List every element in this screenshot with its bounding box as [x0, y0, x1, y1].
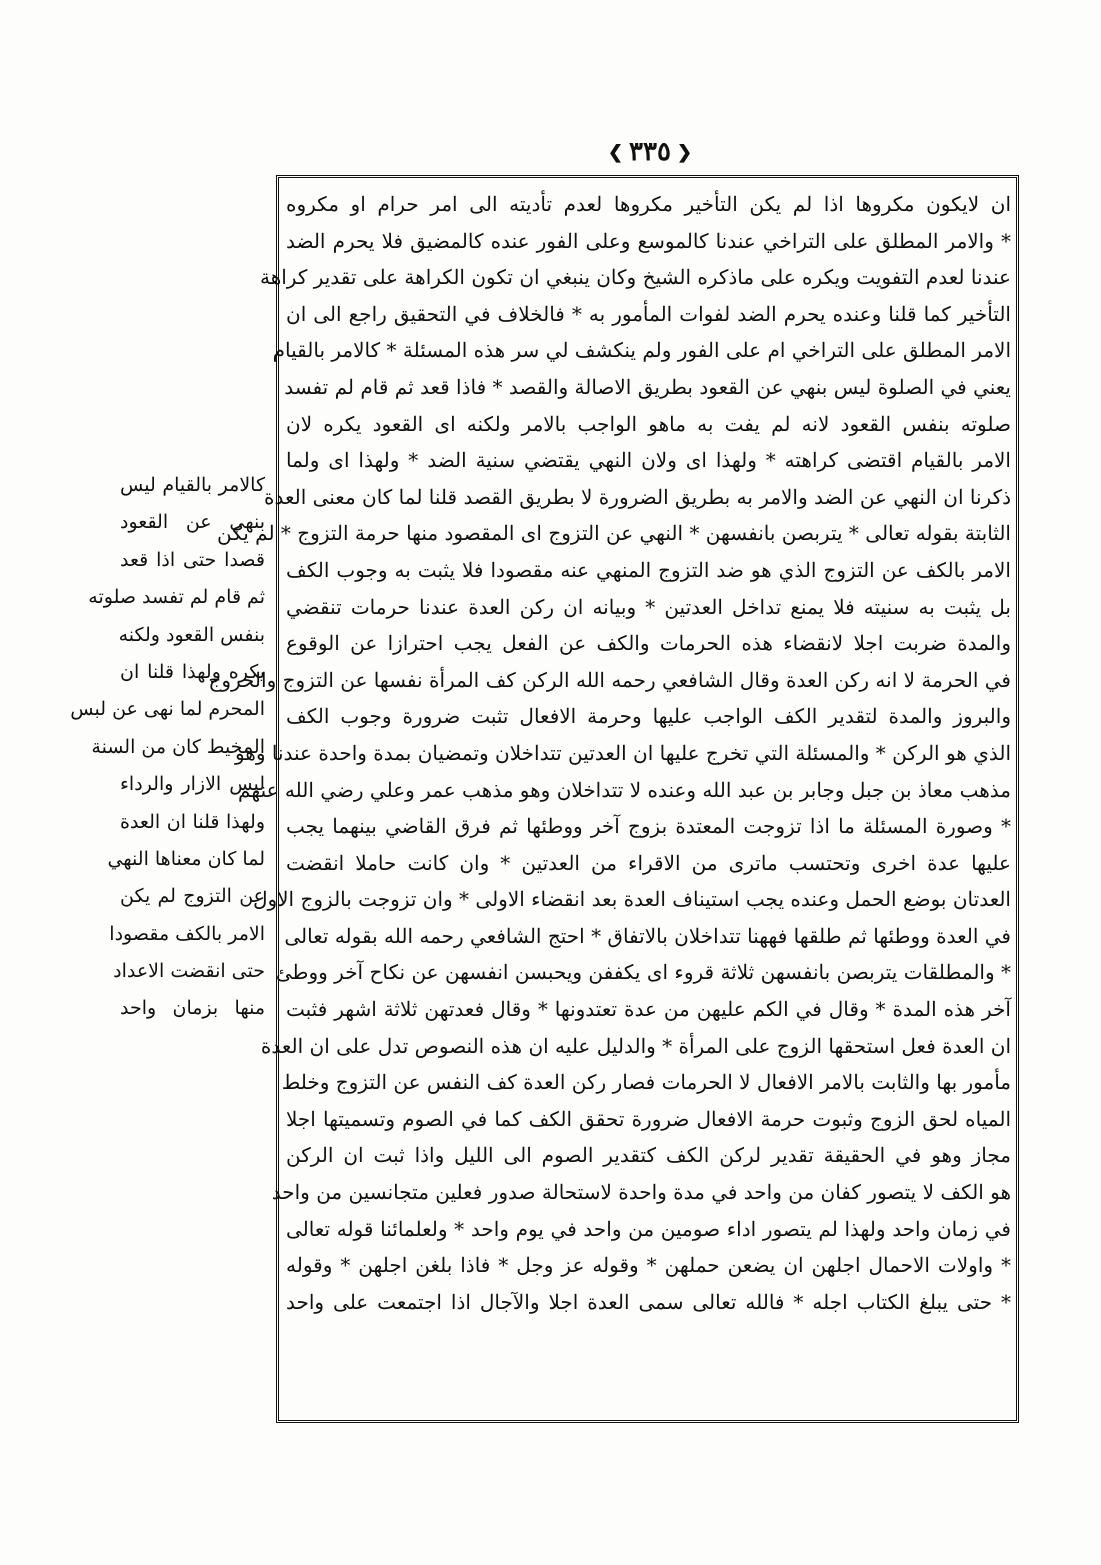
margin-note-line: يكره ولهذا قلنا ان	[120, 660, 265, 683]
text-line: الامر المطلق على التراخي ام على الفور ولم ينكشف لي سر هذه المسئلة * كالامر بالقيام	[272, 338, 1011, 363]
text-line: المياه لحق الزوج وثبوت حرمة الافعال ضرورة تحقق الكف كما في الصوم وتسميتها اجلا	[286, 1106, 1012, 1131]
page-number-text: ٣٣٥	[629, 137, 671, 167]
text-line: في زمان واحد ولهذا لم يتصور اداء صومين من واحد في يوم واحد * ولعلمائنا قوله تعالى	[286, 1216, 1011, 1241]
text-line: التأخير كما قلنا وعنده يحرم الضد لفوات المأمور به * فالخلاف في التحقيق راجع الى ان	[286, 301, 1011, 326]
margin-note-line: كالامر بالقيام ليس	[120, 474, 265, 496]
text-line: في الحرمة لا انه ركن العدة وقال الشافعي رحمه الله الركن كف المرأة نفسها عن التزوج والخروج	[208, 667, 1011, 692]
margin-note-line: لبس الازار والرداء	[120, 773, 265, 796]
text-line: ذكرنا ان النهي عن الضد والامر به بطريق الضرورة لا بطريق القصد قلنا لما كان معنى العدة	[263, 484, 1011, 509]
text-line: مجاز وهو في الحقيقة تقدير لركن الكف كتقدير الصوم الى الليل واذا ثبت ان الركن	[286, 1143, 1011, 1168]
ornament-right-icon: ❯	[607, 141, 624, 163]
margin-note-line: المحرم لما نهى عن لبس	[70, 698, 265, 721]
main-text-block	[208, 186, 1012, 1418]
margin-note-line: عن التزوج لم يكن	[120, 885, 265, 908]
text-line: آخر هذه المدة * وقال في الكم عليهن من عدة تعتدونها * وقال فعدتهن ثلاثة اشهر فثبت	[286, 997, 1011, 1022]
text-line: والبروز والمدة لتقدير الكف الواجب عليها وحرمة الافعال تثبت ضرورة وجوب الكف	[286, 704, 1011, 729]
margin-note-line: الامر بالكف مقصودا	[109, 922, 265, 945]
text-line: ان العدة فعل استحقها الزوج على المرأة * والدليل عليه ان هذه النصوص تدل على ان العدة	[260, 1033, 1011, 1058]
margin-note-line: قصدا حتى اذا قعد	[120, 548, 265, 571]
margin-note	[70, 467, 265, 1028]
text-line: * وصورة المسئلة ما اذا تزوجت المعتدة بزوج آخر ووطئها ثم فرق القاضي بينهما يجب	[286, 814, 1011, 839]
text-line: بل يثبت به سنيته فلا يمنع تداخل العدتين * وبيانه ان ركن العدة عندنا حرمات تنقضي	[286, 594, 1011, 619]
text-line: والمدة ضربت اجلا لانقضاء هذه الحرمات والكف عن الفعل يجب احترازا عن الوقوع	[286, 631, 1011, 656]
text-line: * والامر المطلق على التراخي عندنا كالموسع وعلى الفور عنده كالمضيق فلا يحرم الضد	[286, 228, 1011, 253]
ornament-left-icon: ❮	[676, 141, 693, 163]
margin-note-line: لما كان معناها النهي	[107, 847, 265, 870]
margin-note-line: منها بزمان واحد	[120, 997, 265, 1020]
text-line: عندنا لعدم التفويت ويكره على ماذكره الشيخ وكان ينبغي ان تكون الكراهة على تقدير كراهة	[259, 265, 1011, 290]
text-line: الذي هو الركن * والمسئلة التي تخرج عليها ان العدتين تتداخلان وتمضيان بمدة واحدة عندنا وهو	[234, 740, 1011, 765]
margin-note-line: ثم قام لم تفسد صلوته	[88, 586, 265, 609]
text-line: مذهب معاذ بن جبل وجابر بن عبد الله وعنده لا تتداخلان وهو مذهب عمر وعلي رضي الله عنهم	[238, 777, 1011, 802]
text-line: صلوته بنفس القعود لانه لم يفت به ماهو الواجب بالامر ولكنه اى القعود يكره لان	[286, 411, 1011, 436]
text-line: في العدة ووطئها ثم طلقها فههنا تتداخلان بالاتفاق * احتج الشافعي رحمه الله بقوله تعالى	[284, 923, 1011, 948]
margin-note-line: بنفس القعود ولكنه	[118, 623, 265, 646]
margin-note-line: المخيط كان من السنة	[91, 735, 265, 758]
text-line: * واولات الاحمال اجلهن ان يضعن حملهن * وقوله عز وجل * فاذا بلغن اجلهن * وقوله	[286, 1253, 1011, 1278]
text-line: هو الكف لا يتصور كفان من واحد في مدة واحدة لاستحالة صدور فعلين متجانسين من واحد	[271, 1180, 1011, 1205]
page-number	[590, 134, 710, 170]
margin-note-line: حتى انقضت الاعداد	[113, 960, 265, 983]
text-line: العدتان بوضع الحمل وعنده يجب استيناف العدة بعد انقضاء الاولى * وان تزوجت بالزوج الاول	[252, 887, 1011, 912]
text-line: عليها عدة اخرى وتحتسب ماترى من الاقراء من العدتين * وان كانت حاملا انقضت	[286, 850, 1011, 875]
text-line: يعني في الصلوة ليس بنهي عن القعود بطريق الاصالة والقصد * فاذا قعد ثم قام لم تفسد	[284, 374, 1011, 399]
margin-note-line: بنهي عن القعود	[120, 511, 265, 534]
text-line: ان لايكون مكروها اذا لم يكن التأخير مكروها لعدم تأديته الى امر حرام او مكروه	[286, 192, 1012, 216]
text-line: الثابتة بقوله تعالى * يتربصن بانفسهن * النهي عن التزوج اى المقصود منها حرمة التزوج * لم يكن	[216, 521, 1011, 546]
text-line: * والمطلقات يتربصن بانفسهن ثلاثة قروء اى يكففن ويحبسن انفسهن عن نكاح آخر ووطئ	[275, 960, 1011, 985]
margin-note-line: ولهذا قلنا ان العدة	[120, 810, 265, 833]
text-line: الامر بالكف عن التزوج الذي هو ضد التزوج المنهي عنه مقصودا فلا يثبت به وجوب الكف	[286, 557, 1011, 582]
text-line: مأمور بها والثابت بالامر الافعال لا الحرمات فصار ركن العدة كف النفس عن التزوج وخلط	[281, 1070, 1011, 1095]
text-line: * حتى يبلغ الكتاب اجله * فالله تعالى سمى العدة اجلا والآجال اذا اجتمعت على واحد	[286, 1289, 1011, 1314]
text-line: الامر بالقيام اقتضى كراهته * ولهذا اى ولان النهي يقتضي سنية الضد * ولهذا اى ولما	[286, 448, 1011, 473]
